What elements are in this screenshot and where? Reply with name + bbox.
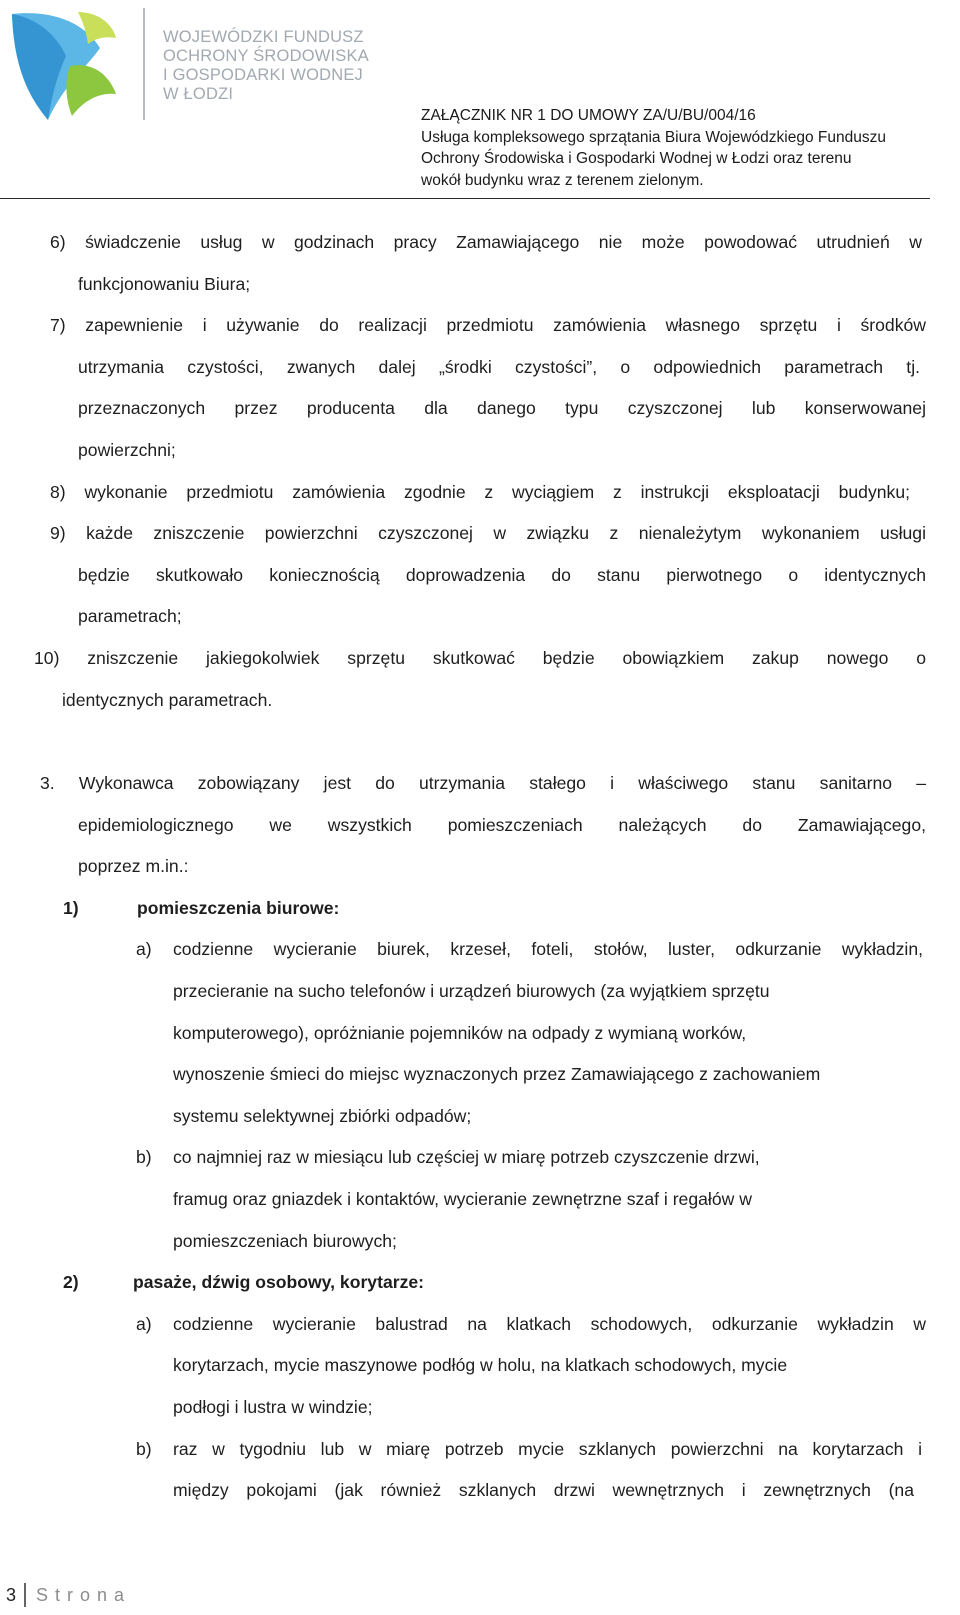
annex-line: wokół budynku wraz z terenem zielonym.	[421, 171, 704, 189]
subsection-1-title: pomieszczenia biurowe:	[137, 898, 340, 918]
page-number: 3	[6, 1585, 17, 1605]
point-a-label: a)	[136, 1314, 152, 1334]
item-6: 6) świadczenie usług w godzinach pracy Zamawiającego nie może powodować utrudnień w	[50, 232, 922, 252]
annex-line: Usługa kompleksowego sprzątania Biura Wojewódzkiego Funduszu	[421, 128, 886, 146]
point-b-cont: framug oraz gniazdek i kontaktów, wycieranie zewnętrzne szaf i regałów w	[173, 1189, 752, 1209]
item-10-cont: identycznych parametrach.	[62, 690, 273, 710]
item-9-cont: będzie skutkowało koniecznością doprowadzenia do stanu pierwotnego o identycznych	[78, 565, 926, 585]
org-line: W ŁODZI	[163, 85, 234, 103]
item-7-cont: powierzchni;	[78, 440, 176, 460]
item-9: 9) każde zniszczenie powierzchni czyszczonej w związku z nienależytym wykonaniem usługi	[50, 523, 926, 543]
point-b-label: b)	[136, 1147, 152, 1167]
annex-line: Ochrony Środowiska i Gospodarki Wodnej w Łodzi oraz terenu	[421, 150, 852, 167]
annex-header	[421, 105, 886, 191]
annex-title: ZAŁĄCZNIK NR 1 DO UMOWY ZA/U/BU/004/16	[421, 107, 756, 124]
point-a-cont: korytarzach, mycie maszynowe podłóg w holu, na klatkach schodowych, mycie	[173, 1355, 788, 1375]
point-b-cont: pomieszczeniach biurowych;	[173, 1231, 397, 1251]
section-3-cont: poprzez m.in.:	[78, 856, 189, 876]
item-7-cont: przeznaczonych przez producenta dla danego typu czyszczonej lub konserwowanej	[78, 398, 926, 418]
point-a-cont: wynoszenie śmieci do miejsc wyznaczonych przez Zamawiającego z zachowaniem	[173, 1064, 821, 1084]
point-a-text: codzienne wycieranie biurek, krzeseł, foteli, stołów, luster, odkurzanie wykładzin,	[173, 939, 923, 959]
point-b-label: b)	[136, 1439, 152, 1459]
item-7-cont: utrzymania czystości, zwanych dalej „środki czystości”, o odpowiednich parametrach tj.	[78, 357, 920, 377]
point-a-cont: przecieranie na sucho telefonów i urządzeń biurowych (za wyjątkiem sprzętu	[173, 981, 770, 1001]
page-label: Strona	[36, 1585, 132, 1605]
fund-logo	[8, 8, 118, 123]
item-7: 7) zapewnienie i używanie do realizacji przedmiotu zamówienia własnego sprzętu i środków	[50, 315, 926, 335]
point-a-text: codzienne wycieranie balustrad na klatkach schodowych, odkurzanie wykładzin w	[173, 1314, 926, 1334]
subsection-1-number: 1)	[63, 898, 79, 918]
org-line: OCHRONY ŚRODOWISKA	[163, 47, 369, 65]
point-b-text: raz w tygodniu lub w miarę potrzeb mycie szklanych powierzchni na korytarzach i	[173, 1439, 922, 1459]
item-6-cont: funkcjonowaniu Biura;	[78, 274, 251, 294]
subsection-2-number: 2)	[63, 1272, 79, 1292]
item-8: 8) wykonanie przedmiotu zamówienia zgodnie z wyciągiem z instrukcji eksploatacji budynku;	[50, 482, 910, 502]
header-separator	[143, 8, 145, 120]
item-10: 10) zniszczenie jakiegokolwiek sprzętu skutkować będzie obowiązkiem zakup nowego o	[34, 648, 926, 668]
section-3-cont: epidemiologicznego we wszystkich pomieszczeniach należących do Zamawiającego,	[78, 815, 926, 835]
point-b-text: co najmniej raz w miesiącu lub częściej w miarę potrzeb czyszczenie drzwi,	[173, 1147, 760, 1167]
point-a-cont: podłogi i lustra w windzie;	[173, 1397, 373, 1417]
section-3: 3. Wykonawca zobowiązany jest do utrzymania stałego i właściwego stanu sanitarno –	[40, 773, 926, 793]
page-footer	[0, 1581, 300, 1613]
point-b-cont: między pokojami (jak również szklanych drzwi wewnętrznych i zewnętrznych (na	[173, 1480, 914, 1500]
footer-separator	[24, 1583, 26, 1607]
header-rule	[0, 198, 930, 199]
subsection-2-title: pasaże, dźwig osobowy, korytarze:	[133, 1272, 425, 1292]
point-a-cont: komputerowego), opróżnianie pojemników na odpady z wymianą worków,	[173, 1023, 747, 1043]
item-9-cont: parametrach;	[78, 606, 182, 626]
org-line: WOJEWÓDZKI FUNDUSZ	[163, 28, 364, 46]
org-line: I GOSPODARKI WODNEJ	[163, 66, 363, 84]
point-a-label: a)	[136, 939, 152, 959]
point-a-cont: systemu selektywnej zbiórki odpadów;	[173, 1106, 472, 1126]
organization-name	[163, 28, 369, 104]
